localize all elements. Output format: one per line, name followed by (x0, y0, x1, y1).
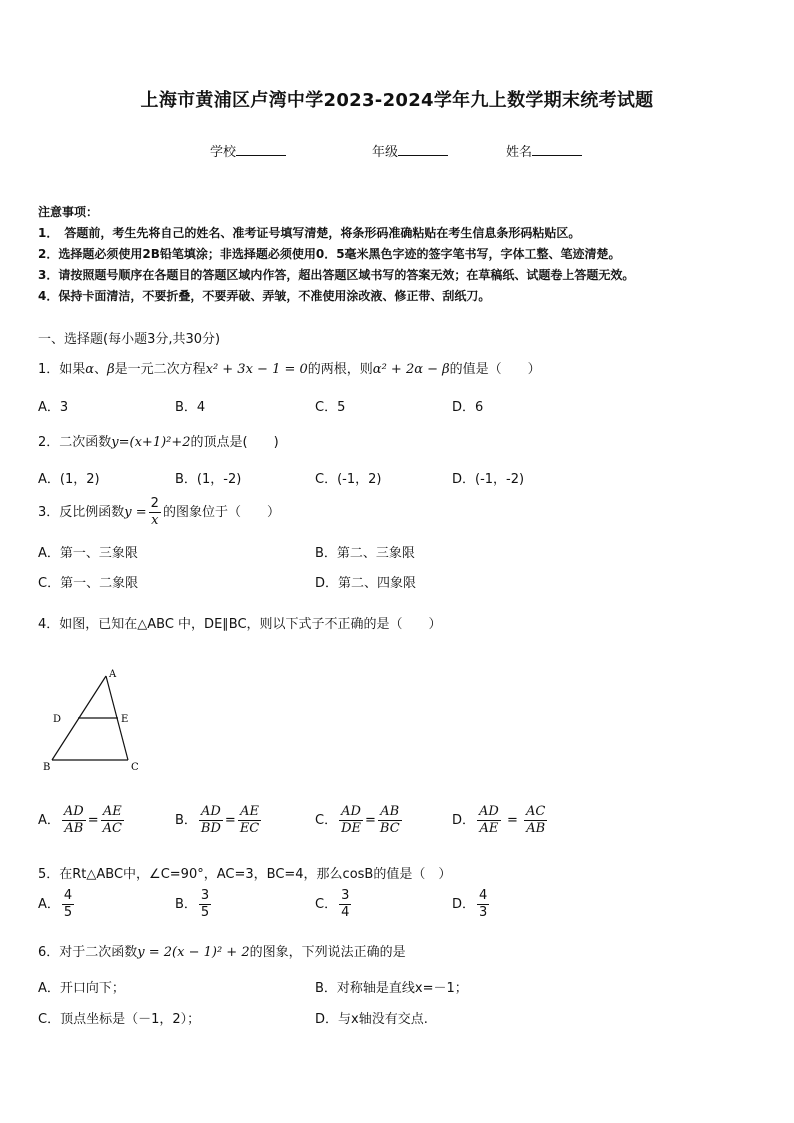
school-label: 学校 (210, 145, 237, 160)
triangle-figure (40, 668, 150, 778)
q4-option-b[interactable]: B． $\frac{AD}{BD}$ = $\frac{AE}{EC}$ (175, 804, 260, 836)
q6-suffix: 的图象，下列说法正确的是 (249, 945, 406, 960)
q3-option-a[interactable]: A．第一、三象限 (38, 546, 138, 561)
q1-option-a[interactable]: A．3 (38, 400, 69, 415)
question-3 (38, 496, 280, 529)
school-field (210, 141, 286, 160)
q3-numerator: 2 (150, 496, 159, 511)
q4-a-left-frac (62, 804, 86, 837)
q4-option-d[interactable]: D． $\frac{AD}{AE}$ = $\frac{AC}{AB}$ (452, 804, 546, 836)
grade-label: 年级 (372, 145, 399, 160)
q1-beta: β (107, 362, 115, 377)
q4-a-left-num: AD (63, 804, 84, 819)
school-blank[interactable] (236, 143, 286, 156)
q4-b-right-frac (238, 804, 261, 837)
q5-option-b[interactable] (175, 888, 213, 921)
q6-option-b[interactable]: B．对称轴是直线x=－1； (315, 981, 468, 996)
q1-sep: 、 (94, 362, 108, 377)
q5-a-den: 5 (63, 905, 73, 920)
q2-option-d[interactable]: D．(-1，-2) (452, 472, 525, 487)
label-d: D (53, 714, 62, 725)
section-heading: 一、选择题(每小题3分,共30分) (38, 332, 221, 347)
q5-d-num: 4 (479, 888, 488, 903)
q4-a-right-frac (101, 804, 124, 837)
q5-b-frac (199, 888, 211, 921)
question-6 (38, 941, 406, 960)
notice-item: 1． 答题前，考生先将自己的姓名、准考证号填写清楚，将条形码准确粘贴在考生信息条形码粘贴区。 (38, 226, 581, 240)
q4-d-left-den: AE (479, 821, 499, 836)
name-field (506, 141, 582, 160)
q2-prefix: 2．二次函数 (38, 435, 112, 450)
q5-c-num: 3 (341, 888, 350, 903)
q3-option-b[interactable]: B．第二、三象限 (315, 546, 415, 561)
q5-a-label: A． (38, 897, 60, 912)
notice-heading: 注意事项： (38, 205, 99, 219)
q5-option-c[interactable] (315, 888, 353, 921)
q4-d-right-frac (524, 804, 547, 837)
question-4: 4．如图，已知在△ABC 中，DE∥BC，则以下式子不正确的是（ ） (38, 617, 442, 632)
q4-option-c[interactable]: C． $\frac{AD}{DE}$ = $\frac{AB}{BC}$ (315, 804, 400, 836)
question-1 (38, 358, 541, 377)
q5-option-d[interactable] (452, 888, 491, 921)
q1-mid2: 的两根，则 (307, 362, 373, 377)
q3-suffix: 的图象位于（ ） (162, 505, 280, 520)
q3-fraction (149, 496, 161, 529)
q4-option-a[interactable]: A． $\frac{AD}{AB}$ = $\frac{AE}{AC}$ (38, 804, 122, 836)
q4-b-left-frac (199, 804, 223, 837)
q5-c-frac (339, 888, 351, 921)
q1-alpha: α (85, 362, 95, 377)
q4-a-left-den: AB (64, 821, 84, 836)
q4-b-label: B． (175, 813, 197, 828)
q2-option-a[interactable]: A．(1，2) (38, 472, 100, 487)
q4-c-left-frac (339, 804, 363, 837)
q5-a-frac (62, 888, 74, 921)
label-e: E (121, 714, 129, 725)
q6-option-c[interactable]: C．顶点坐标是（－1，2）； (38, 1012, 201, 1027)
q4-b-right-num: AE (238, 804, 261, 821)
q4-c-right-frac (378, 804, 402, 837)
notice-block (38, 202, 634, 307)
q3-prefix: 3．反比例函数 (38, 505, 125, 520)
q5-d-den: 3 (479, 905, 488, 920)
q4-c-left-num: AD (339, 804, 363, 821)
q5-b-label: B． (175, 897, 197, 912)
q2-option-b[interactable]: B．(1，-2) (175, 472, 242, 487)
q2-option-c[interactable]: C．(-1，2) (315, 472, 382, 487)
q5-d-frac (477, 888, 489, 921)
q6-function: y = 2(x − 1)² + 2 (137, 945, 250, 960)
q5-b-num: 3 (200, 888, 210, 903)
q3-option-c[interactable]: C．第一、二象限 (38, 576, 139, 591)
q6-option-d[interactable]: D．与x轴没有交点. (315, 1012, 428, 1027)
q4-a-right-den: AC (102, 821, 122, 836)
q4-b-left-num: AD (199, 804, 223, 821)
question-2 (38, 431, 279, 450)
label-c: C (131, 762, 139, 773)
q5-option-a[interactable] (38, 888, 76, 921)
grade-field (372, 141, 448, 160)
q4-c-left-den: DE (341, 821, 361, 836)
q4-c-label: C． (315, 813, 338, 828)
q6-prefix: 6．对于二次函数 (38, 945, 138, 960)
notice-item: 4．保持卡面清洁，不要折叠，不要弄破、弄皱，不准使用涂改液、修正带、刮纸刀。 (38, 289, 491, 303)
q4-d-left-frac (477, 804, 501, 837)
name-label: 姓名 (506, 145, 533, 160)
q4-d-right-den: AB (526, 821, 546, 836)
q5-b-den: 5 (200, 905, 210, 920)
q4-a-label: A． (38, 813, 60, 828)
q4-d-left-num: AD (479, 804, 499, 819)
q4-b-right-den: EC (239, 821, 260, 836)
q4-d-right-num: AC (526, 804, 546, 819)
q4-c-right-num: AB (378, 804, 402, 821)
q1-suffix: 的值是（ ） (449, 362, 541, 377)
q1-option-c[interactable]: C．5 (315, 400, 346, 415)
q5-c-label: C． (315, 897, 338, 912)
name-blank[interactable] (532, 143, 582, 156)
q4-b-left-den: BD (200, 821, 221, 836)
q1-expression: α² + 2α − β (372, 362, 450, 377)
q1-prefix: 1．如果 (38, 362, 86, 377)
q4-c-right-den: BC (379, 821, 400, 836)
q2-suffix: 的顶点是( ) (190, 435, 279, 450)
q5-c-den: 4 (341, 905, 350, 920)
q3-denominator: x (151, 513, 159, 528)
q4-d-label: D． (452, 813, 476, 828)
notice-item: 2．选择题必须使用2B铅笔填涂；非选择题必须使用0．5毫米黑色字迹的签字笔书写，字体工整、笔迹清楚。 (38, 247, 621, 261)
q4-a-right-num: AE (101, 804, 124, 821)
q1-mid: 是一元二次方程 (114, 362, 206, 377)
label-b: B (43, 762, 51, 773)
q1-option-b[interactable]: B．4 (175, 400, 206, 415)
q5-a-num: 4 (63, 888, 73, 903)
grade-blank[interactable] (398, 143, 448, 156)
page-title: 上海市黄浦区卢湾中学2023-2024学年九上数学期末统考试题 (140, 90, 654, 111)
question-5: 5．在Rt△ABC中，∠C=90°，AC=3，BC=4，那么cosB的值是（ ） (38, 867, 452, 882)
notice-item: 3．请按照题号顺序在各题目的答题区域内作答，超出答题区域书写的答案无效；在草稿纸、试题卷上答题无效。 (38, 268, 635, 282)
q2-function: y=(x+1)²+2 (111, 435, 191, 450)
q1-equation: x² + 3x − 1 = 0 (205, 362, 308, 377)
q3-y: y = (124, 505, 147, 520)
label-a: A (109, 669, 117, 680)
q6-option-a[interactable]: A．开口向下； (38, 981, 125, 996)
q3-option-d[interactable]: D．第二、四象限 (315, 576, 417, 591)
q1-option-d[interactable]: D．6 (452, 400, 484, 415)
q5-d-label: D． (452, 897, 476, 912)
